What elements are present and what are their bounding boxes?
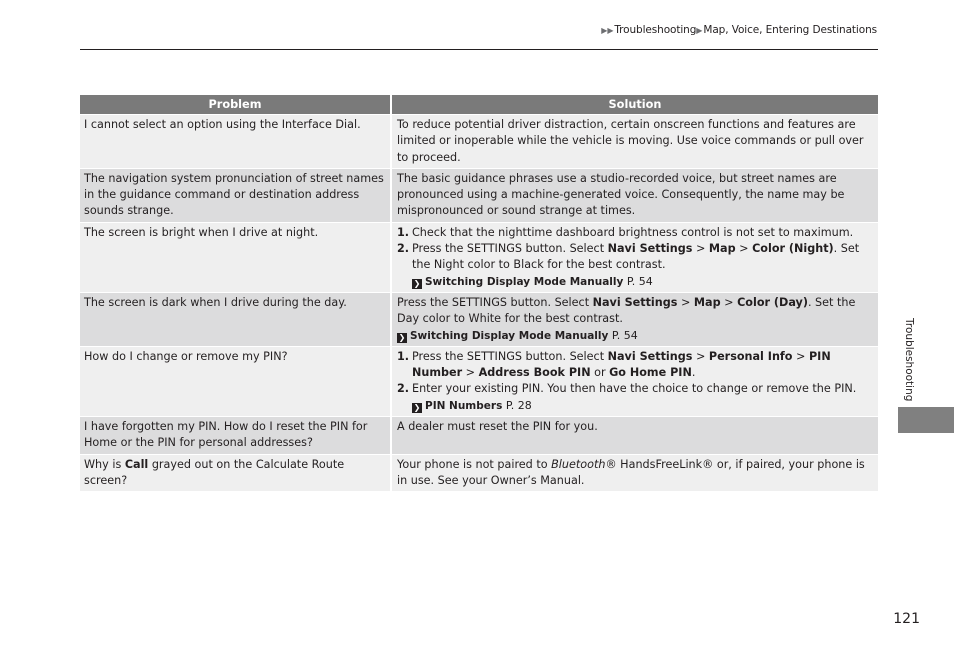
- menu-keyword: Address Book PIN: [478, 366, 591, 380]
- menu-keyword: Personal Info: [708, 349, 793, 363]
- step-text: Press the SETTINGS button. Select: [412, 349, 608, 363]
- table-row: [80, 454, 878, 492]
- triangle-icon: ▶: [696, 26, 703, 35]
- menu-keyword: Go Home PIN: [609, 366, 692, 380]
- problem-cell: I have forgotten my PIN. How do I reset the PIN for Home or the PIN for personal addresses?: [80, 416, 392, 454]
- reference-arrow-icon: ❯: [413, 278, 421, 288]
- problem-cell: The screen is bright when I drive at night.: [80, 222, 392, 292]
- step-number: 2.: [397, 242, 410, 256]
- menu-keyword: Navi Settings: [592, 295, 678, 309]
- reference-page: P. 54: [623, 274, 653, 288]
- menu-separator: >: [692, 349, 709, 363]
- solution-cell: A dealer must reset the PIN for you.: [392, 416, 878, 454]
- step-text: .: [691, 366, 696, 380]
- problem-cell: How do I change or remove my PIN?: [80, 346, 392, 416]
- breadcrumb-section[interactable]: Troubleshooting: [614, 24, 697, 36]
- breadcrumb: [601, 24, 877, 36]
- step-number: 1.: [397, 349, 410, 363]
- solution-header: Solution: [392, 95, 878, 114]
- reference-page: P. 28: [502, 398, 532, 412]
- page-number: 121: [893, 611, 920, 627]
- reference-arrow-icon: ❯: [398, 332, 406, 342]
- menu-keyword: PIN Number: [412, 349, 831, 380]
- step-item: [397, 349, 872, 382]
- section-side-label: Troubleshooting: [903, 318, 915, 402]
- reference-page: P. 54: [608, 328, 638, 342]
- problem-cell: [80, 454, 392, 492]
- reference-title: Switching Display Mode Manually: [410, 329, 609, 342]
- step-text: Check that the nighttime dashboard brightness control is not set to maximum.: [412, 225, 854, 239]
- solution-cell: [392, 222, 878, 292]
- reference-arrow-icon: ❯: [413, 402, 421, 412]
- menu-separator: >: [462, 366, 479, 380]
- menu-keyword: Navi Settings: [607, 242, 693, 256]
- menu-separator: >: [735, 242, 753, 256]
- problem-text: Why is: [84, 457, 125, 471]
- menu-keyword: Color (Night): [752, 242, 834, 256]
- table-row: [80, 416, 878, 454]
- table-row: [80, 168, 878, 222]
- menu-keyword: Map: [708, 242, 736, 256]
- reference-title: PIN Numbers: [425, 399, 503, 412]
- menu-separator: >: [720, 295, 738, 309]
- step-number: 1.: [397, 225, 410, 239]
- solution-cell: The basic guidance phrases use a studio-recorded voice, but street names are pronounced using a machine-generated voice. Consequently, the name may be mispronounced or sound strange at times.: [392, 168, 878, 222]
- solution-cell: To reduce potential driver distraction, certain onscreen functions and features are limited or inoperable while the vehicle is moving. Use voice commands or pull over to proceed.: [392, 114, 878, 168]
- solution-steps: [397, 225, 872, 274]
- solution-text-part: Press the SETTINGS button. Select: [397, 295, 593, 309]
- step-text: Enter your existing PIN. You then have the choice to change or remove the PIN.: [412, 382, 857, 396]
- step-text: or: [590, 366, 610, 380]
- menu-separator: >: [692, 242, 709, 256]
- solution-cell: [392, 292, 878, 346]
- menu-separator: >: [792, 349, 809, 363]
- section-tab[interactable]: [898, 407, 954, 433]
- solution-text: [397, 295, 872, 328]
- step-item: [397, 225, 872, 241]
- page-reference[interactable]: [397, 274, 872, 290]
- solution-text-part: . Set the Day color to White for the best contrast.: [397, 295, 856, 326]
- step-text: Press the SETTINGS button. Select: [412, 242, 608, 256]
- menu-keyword: Color (Day): [737, 295, 808, 309]
- menu-keyword: Navi Settings: [607, 349, 693, 363]
- solution-cell: [392, 346, 878, 416]
- table-row: [80, 114, 878, 168]
- troubleshooting-table: [80, 95, 878, 491]
- solution-cell: [392, 454, 878, 492]
- double-triangle-icon: ▶▶: [601, 26, 614, 35]
- table-row: [80, 346, 878, 416]
- table-row: [80, 222, 878, 292]
- menu-keyword: Call: [124, 457, 149, 471]
- problem-text: grayed out on the Calculate Route screen?: [84, 457, 345, 487]
- problem-cell: The navigation system pronunciation of street names in the guidance command or destination address sounds strange.: [80, 168, 392, 222]
- breadcrumb-page: Map, Voice, Entering Destinations: [703, 24, 877, 36]
- step-number: 2.: [397, 382, 410, 396]
- bluetooth-term: Bluetooth: [551, 457, 606, 471]
- table-header-row: [80, 95, 878, 114]
- menu-keyword: Map: [693, 295, 721, 309]
- solution-text-part: Your phone is not paired to: [397, 457, 552, 471]
- menu-separator: >: [677, 295, 694, 309]
- step-item: [397, 241, 872, 274]
- problem-header: Problem: [80, 95, 392, 114]
- solution-text-part: ® HandsFreeLink® or, if paired, your phone is in use. See your Owner’s Manual.: [397, 457, 865, 487]
- step-item: [397, 381, 872, 397]
- problem-cell: The screen is dark when I drive during the day.: [80, 292, 392, 346]
- page-reference[interactable]: [397, 398, 872, 414]
- step-text: . Set the Night color to Black for the best contrast.: [412, 242, 860, 272]
- reference-title: Switching Display Mode Manually: [425, 275, 624, 288]
- header-divider: [80, 49, 878, 50]
- problem-cell: I cannot select an option using the Interface Dial.: [80, 114, 392, 168]
- solution-steps: [397, 349, 872, 398]
- table-row: [80, 292, 878, 346]
- page-reference[interactable]: [397, 328, 872, 344]
